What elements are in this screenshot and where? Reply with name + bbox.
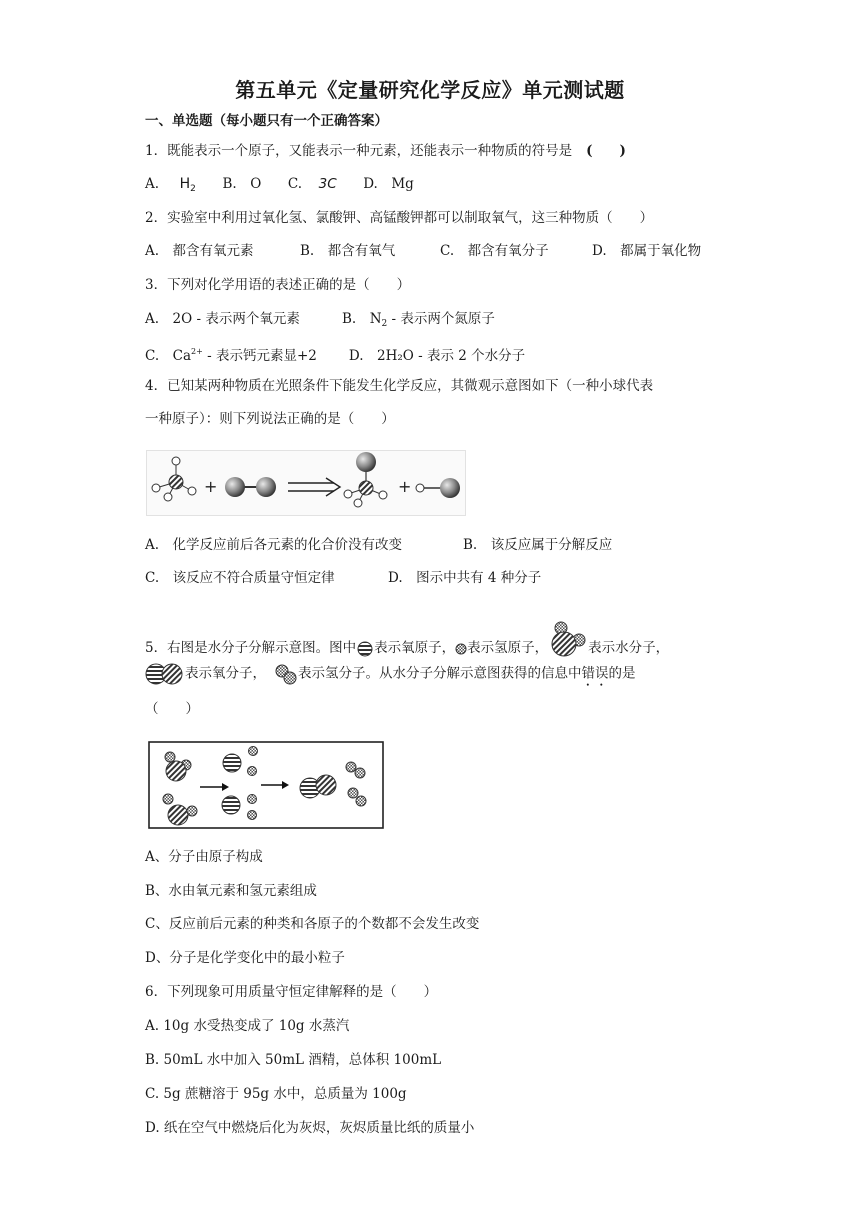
- hydrogen-molecule-icon: [274, 663, 298, 685]
- question-6-option-a: A. 10g 水受热变成了 10g 水蒸汽: [145, 1018, 350, 1034]
- question-6-option-b: B. 50mL 水中加入 50mL 酒精，总体积 100mL: [145, 1052, 442, 1068]
- question-6-option-d: D. 纸在空气中燃烧后化为灰烬，灰烬质量比纸的质量小: [145, 1120, 475, 1136]
- question-5-option-a: A、分子由原子构成: [145, 849, 263, 865]
- option-a-formula: $H_2$: [179, 176, 196, 194]
- water-molecule-icon: [548, 620, 588, 658]
- hydrogen-atom: [248, 795, 257, 804]
- question-4-stem-line2: 一种原子）：则下列说法正确的是（ ）: [145, 411, 395, 427]
- question-5-option-b: B、水由氧元素和氢元素组成: [145, 883, 317, 899]
- question-3-stem: 3．下列对化学用语的表述正确的是（ ）: [145, 277, 411, 293]
- oxygen-molecule-icon: [145, 662, 185, 686]
- question-1-stem: 1．既能表示一个原子，又能表示一种元素，还能表示一种物质的符号是 ( ): [145, 143, 626, 159]
- answer-bracket: ( ): [586, 143, 626, 159]
- question-4-options-cd: C. 该反应不符合质量守恒定律 D. 图示中共有 4 种分子: [145, 570, 542, 586]
- question-5-stem-line2: 表示氧分子， 表示氢分子。从水分子分解示意图获得的信息中错误的是: [145, 662, 636, 690]
- option-b: B. O: [222, 176, 262, 192]
- oxygen-atom: [223, 754, 241, 772]
- plus-sign: +: [398, 477, 412, 496]
- option-c-formula: 3C: [318, 176, 337, 192]
- question-1-options: A. $H_2$ B. O C. 3C D. Mg: [145, 176, 414, 194]
- option-d: D. Mg: [363, 176, 414, 192]
- question-3-options-ab: A. 2O - 表示两个氧元素 B. $N_2$ - 表示两个氮原子: [145, 311, 495, 329]
- question-6-option-c: C. 5g 蔗糖溶于 95g 水中，总质量为 100g: [145, 1086, 407, 1102]
- question-4-options-ab: A. 化学反应前后各元素的化合价没有改变 B. 该反应属于分解反应: [145, 537, 613, 553]
- question-2-stem: 2．实验室中利用过氧化氢、氯酸钾、高锰酸钾都可以制取氧气，这三种物质（ ）: [145, 210, 654, 226]
- hydrogen-atom: [248, 767, 257, 776]
- question-5-bracket: （ ）: [145, 701, 199, 717]
- question-2-options: A. 都含有氧元素 B. 都含有氧气 C. 都含有氧分子 D. 都属于氧化物: [145, 243, 702, 259]
- oxygen-atom: [222, 796, 240, 814]
- emphasized-word: 错误: [581, 665, 609, 682]
- hydrogen-atom: [248, 811, 257, 820]
- hydrogen-atom-icon: [455, 643, 467, 655]
- oxygen-atom-icon: [356, 641, 374, 657]
- plus-sign: +: [204, 477, 218, 496]
- page-title: 第五单元《定量研究化学反应》单元测试题: [235, 78, 625, 102]
- question-5-stem-line1: 5．右图是水分子分解示意图。图中 表示氧原子， 表示氢原子， 表示水分子，: [145, 620, 669, 658]
- question-5-option-d: D、分子是化学变化中的最小粒子: [145, 950, 345, 966]
- reaction-diagram: [146, 450, 466, 516]
- question-4-stem-line1: 4．已知某两种物质在光照条件下能发生化学反应，其微观示意图如下（一种小球代表: [145, 378, 654, 394]
- question-5-option-c: C、反应前后元素的种类和各原子的个数都不会发生改变: [145, 916, 480, 932]
- hydrogen-atom: [249, 747, 258, 756]
- section-heading: 一、单选题（每小题只有一个正确答案）: [145, 113, 388, 129]
- question-3-options-cd: C. $Ca^{2+}$ - 表示钙元素显+2 D. 2H₂O - 表示 2 个水分子: [145, 347, 526, 364]
- water-decomposition-diagram: [148, 741, 384, 829]
- question-6-stem: 6．下列现象可用质量守恒定律解释的是（ ）: [145, 984, 438, 1000]
